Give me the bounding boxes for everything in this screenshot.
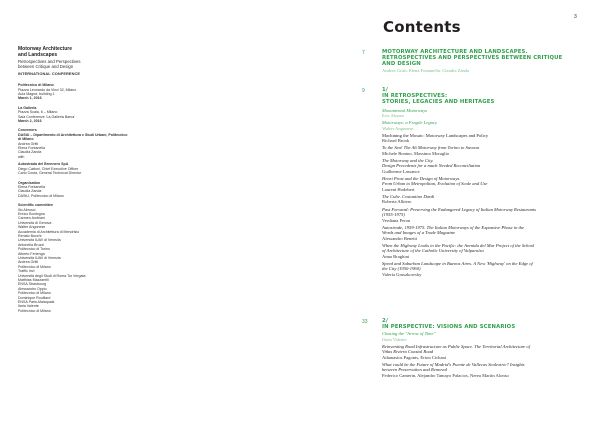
conference-label: INTERNATIONAL CONFERENCE	[18, 70, 81, 76]
organisation-block: Organisation Elena Fontanella Claudia Zanda DAStU, Politecnico di Milano	[18, 180, 64, 198]
venue-block-1: Politecnico di Milano Piazza Leonardo da Vinci 32, Milano Aula Magna, building 1 March 1, 2016	[18, 83, 77, 101]
sidebar	[18, 47, 128, 313]
toc-entry: What could be the Future of Madrid's Puente de Vallecas Scalextric? Insights between Preservation and Removal Federico Camerin, Alejandro Tamayo Palacios, Nerea Martín Alonso	[382, 362, 525, 378]
toc-intro	[382, 49, 592, 73]
toc-entry: Monumental Motorways Eric Alonzo	[382, 107, 428, 119]
toc-entry: The Cube. Costantino Dardi Roberta Albiero	[382, 194, 435, 205]
toc-section-2	[382, 318, 592, 378]
committee-block: Scientific committee Ilio Abrusci Enrico Bordogna Carmen Andriani Università di Genova Walter Angonese Accademia di Architettura di Mendrisio Renato Bocchi Università IUAV di Venezia Antonella Bruzzi Politecnico di Torino Alberto Ferlenga Università IUAV di Venezia Andrea Gritti Politecnico di Milano Traffic Invi Università degli Studi di Roma Tor Vergata Matthias Mazzarelli ENSA Strasbourg Alessandro Oppio Politecnico di Milano Dominique Rouillard ENSA Paris-Malaquais Ilaria Valente Politecnico di Milano	[18, 203, 86, 313]
intro-page-number: 7	[362, 50, 365, 56]
page-number: 3	[574, 14, 577, 20]
section1-page-number: 9	[362, 88, 365, 94]
toc-entry: Speed and Suburban Landscape in Buenos Aires. A New 'Highway' on the Edge of the City (1950-1960) Valeria Gruszkowsky	[382, 260, 533, 277]
toc-entry: Chasing the "Arrow of Time" Ilaria Valente	[382, 331, 436, 342]
intro-title: MOTORWAY ARCHITECTURE AND LANDSCAPES. RETROSPECTIVES AND PERSPECTIVES BETWEEN CRITIQUE AND DESIGN	[382, 49, 563, 68]
page-title: Contents	[383, 18, 461, 36]
toc-section-1	[382, 87, 592, 277]
book-title: Motorway Architecture and Landscapes	[18, 46, 72, 58]
toc-entry: Autostrade, 1959-1975. The Italian Motorways of the Expansive Phase in the Words and Images of a Trade Magazine Alessandro Benetti	[382, 224, 525, 241]
intro-authors: Andrea Gritti, Elena Fontanella, Claudia Zanda	[382, 67, 470, 73]
toc-entry: Machining the Mosaic: Motorway Landscapes and Policy Richard Brook	[382, 132, 489, 144]
convenors-block: Convenors DAStU – Dipartimento di Architettura e Studi Urbani, Politecnico di Milano Andrea Gritti Elena Fontanella Claudia Zanda with Autostrada del Brennero SpA Diego Cattoni, Chief Executive Officer Carlo Costa, General Technical Director	[18, 128, 128, 176]
toc-entry: When the Highway Looks to the Pacific: the Avenida del Mar Project of the School of Architecture of the Catholic University of Valparaíso Anna Braghini	[382, 242, 535, 259]
toc-entry: Henri Prost and the Design of Motorways. From Urban to Metropolitan, Evolution of Scale and Use Laurent Hodebert	[382, 176, 488, 192]
section2-page-number: 33	[362, 319, 368, 325]
toc-entry: Motorways: a Fragile Legacy Walter Angonese	[382, 120, 437, 131]
toc-entry: To the Sea! The A6 Motorway from Torino to Savona Michele Bonino, Massimo Moraglio	[382, 145, 480, 156]
section2-heading: 2/ IN PERSPECTIVE: VISIONS AND SCENARIOS	[382, 318, 516, 331]
toc-entry: Past Forward: Preserving the Endangered Legacy of Italian Motorway Restaurants (1955-1975) Verdiana Peron	[382, 206, 536, 223]
section1-heading: 1/ IN RETROSPECTIVES: STORIES, LEGACIES AND HERITAGES	[382, 87, 495, 106]
toc-entry: The Motorway and the City. Design Precedents for a much Needed Reconciliation Guilherme Lassance	[382, 158, 481, 174]
toc-entry: Reinventing Road Infrastructure as Public Space. The Territorial Architecture of Viñas Riviera Coastal Road Athanasios Pagonis, Erion Cichani	[382, 344, 531, 360]
venue-block-2: La Galleria Piazza Scala, 6 – Milano Sala Conferenze 'La Galleria Barca' March 2, 2016	[18, 105, 75, 124]
book-subtitle: Retrospectives and Perspectives between Critique and Design	[18, 58, 81, 69]
